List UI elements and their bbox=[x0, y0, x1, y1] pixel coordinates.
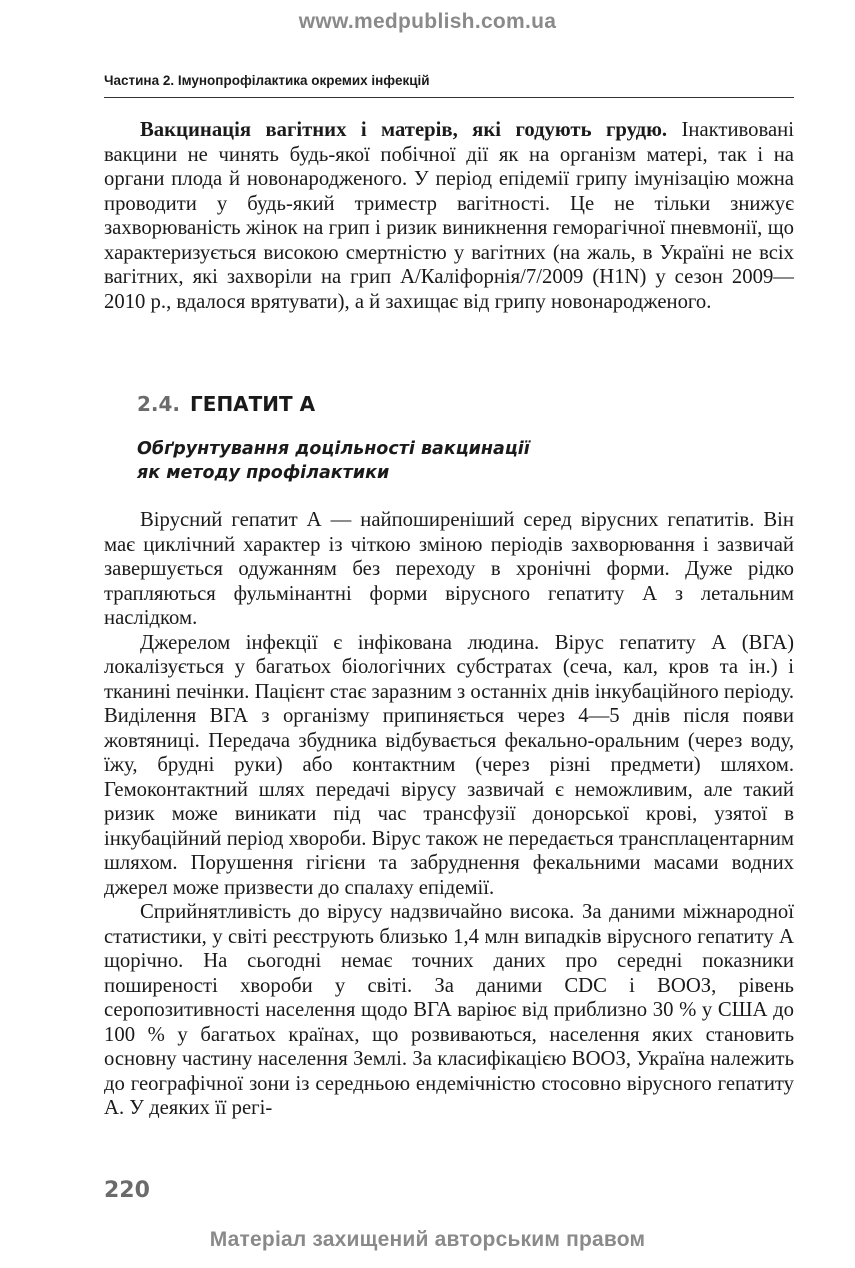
section-title: ГЕПАТИТ А bbox=[190, 392, 316, 416]
subheading-line-1: Обґрунтування доцільності вакцинації bbox=[137, 439, 530, 459]
intro-paragraph bbox=[104, 118, 794, 314]
running-head: Частина 2. Імунопрофілактика окремих інфекцій bbox=[104, 73, 430, 88]
body-paragraph: Сприйнятливість до вірусу надзвичайно висока. За даними міжнародної статистики, у світі реєструють близько 1,4 млн випадків вірусного гепатиту А щорічно. На сьогодні немає точних даних про середні показники поширеності хвороби у світі. За даними CDC і ВООЗ, рівень серопозитивності населення щодо ВГА варіює від приблизно 30 % у США до 100 % у багатьох країнах, що розвиваються, населення яких становить основну частину населення Землі. За класифікацією ВООЗ, Україна належить до географічної зони із середньою ендемічністю стосовно вірусного гепатиту А. У деяких її регі- bbox=[104, 901, 794, 1119]
intro-bold-lead: Вакцинація вагітних і матерів, які годують грудю. bbox=[140, 119, 668, 141]
section-number: 2.4. bbox=[137, 392, 181, 416]
page-number: 220 bbox=[104, 1178, 150, 1203]
intro-text: Інактивовані вакцини не чинять будь-якої побічної дії як на організм матері, так і на органи плода й новонародженого. У період епідемії грипу імунізацію можна проводити у будь-який триместр вагітності. Це не тільки знижує захворюваність жінок на грип і ризик виникнення геморагічної пневмонії, що характеризується високою смертністю у вагітних (на жаль, в Україні не всіх вагітних, які захворіли на грип A/Каліфорнія/7/2009 (H1N) у сезон 2009—2010 р., вдалося врятувати), а й захищає від грипу новонародженого. bbox=[104, 119, 794, 313]
watermark-url: www.medpublish.com.ua bbox=[298, 10, 557, 33]
copyright-watermark: Матеріал захищений авторським правом bbox=[209, 1228, 646, 1251]
body-paragraph: Джерелом інфекції є інфікована людина. Вірус гепатиту А (ВГА) локалізується у багатьох біологічних субстратах (сеча, кал, кров та ін.) і тканині печінки. Пацієнт стає заразним з останніх днів інкубаційного періоду. Виділення ВГА з організму припиняється через 4—5 днів після появи жовтяниці. Передача збудника відбувається фекально-оральним (через воду, їжу, брудні руки) або контактним (через різні предмети) шляхом. Гемоконтактний шлях передачі вірусу зазвичай є неможливим, але такий ризик може виникати під час трансфузії донорської крові, узятої в інкубаційний період хвороби. Вірус також не передається трансплацентарним шляхом. Порушення гігієни та забруднення фекальними масами водних джерел може призвести до спалаху епідемії. bbox=[104, 631, 794, 899]
body-paragraph: Вірусний гепатит А — найпоширеніший серед вірусних гепатитів. Він має циклічний характер із чіткою зміною періодів захворювання і зазвичай завершується одужанням без переходу в хронічні форми. Дуже рідко трапляються фульмінантні форми вірусного гепатиту А з летальним наслідком. bbox=[104, 509, 794, 629]
body-text-block bbox=[104, 508, 794, 1121]
subheading bbox=[137, 437, 697, 485]
subheading-line-2: як методу профілактики bbox=[137, 463, 390, 483]
header-rule bbox=[104, 97, 794, 98]
section-heading bbox=[137, 392, 315, 416]
intro-paragraph-block bbox=[104, 118, 794, 314]
